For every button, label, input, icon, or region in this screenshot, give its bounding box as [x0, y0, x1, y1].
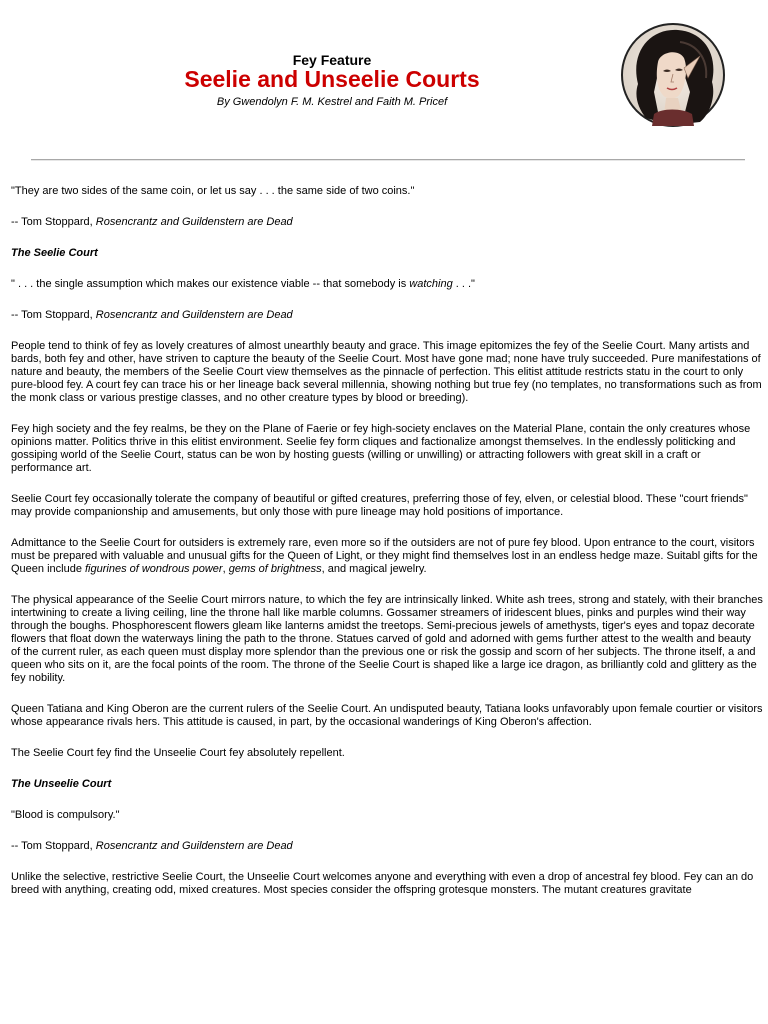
unseelie-quote: "Blood is compulsory." [11, 809, 120, 821]
seelie-paragraph-2: Fey high society and the fey realms, be they on the Plane of Faerie or fey high-society enclaves on the Material Plane, contain the only creatures whose opinions matter. Politics thrive in this elitist environment. Seelie fey form cliques and factionalize amongst themselves. In the endlessly politicking and gossiping world of the Seelie Court, status can be won by hosting guests (willing or unwilling) or attracting followers with great skill in a craft or performance art. [11, 423, 751, 474]
article-byline: By Gwendolyn F. M. Kestrel and Faith M. Pricef [216, 96, 448, 108]
seelie-paragraph-3: Seelie Court fey occasionally tolerate the company of beautiful or gifted creatures, preferring those of fey, elven, or celestial blood. These "court friends" may provide companionship and amusements, but only those with pure lineage may hold positions of importance. [11, 493, 748, 518]
seelie-quote: " . . . the single assumption which makes our existence viable -- that somebody is watching . . ." [11, 278, 475, 290]
article-header [0, 0, 768, 150]
seelie-heading: The Seelie Court [11, 247, 98, 259]
seelie-attribution: -- Tom Stoppard, Rosencrantz and Guildenstern are Dead [11, 309, 293, 321]
unseelie-paragraph-1: Unlike the selective, restrictive Seelie Court, the Unseelie Court welcomes anyone and everything with even a drop of ancestral fey blood. Fey can an do breed with anything, creating odd, mixed creatures. Most species consider the offspring grotesque monsters. The mutant creatures gravitate [11, 871, 754, 896]
section-kicker: Fey Feature [292, 52, 372, 68]
seelie-attribution-title: Rosencrantz and Guildenstern are Dead [95, 309, 293, 321]
article-body [11, 185, 763, 915]
unseelie-attribution: -- Tom Stoppard, Rosencrantz and Guildenstern are Dead [11, 840, 293, 852]
intro-attribution-title: Rosencrantz and Guildenstern are Dead [95, 216, 293, 228]
fey-portrait-image [620, 22, 726, 128]
seelie-paragraph-4: Admittance to the Seelie Court for outsiders is extremely rare, even more so if the outsiders are not of pure fey blood. Upon entrance to the court, visitors must be prepared with valuable and unusual gifts for the Queen of Light, or they might find themselves lost in an endless hedge maze. Suitabl gifts for the Queen include figurines of wondrous power, gems of brightness, and magical jewelry. [11, 537, 758, 575]
seelie-paragraph-5: The physical appearance of the Seelie Court mirrors nature, to which the fey are intrinsically linked. White ash trees, strong and stately, with their branches intertwining to create a living ceiling, line the throne hall like marble columns. Gossamer streamers of iridescent blues, pinks and purples wind their way through the boughs. Phosphorescent flowers gleam like lanterns amidst the treetops. Semi-precious jewels of amethysts, tiger's eyes and topaz decorate flowers that float down the waterways lining the path to the throne. Statues carved of gold and adorned with gems further attest to the wealth and beauty of the current ruler, as each queen must display more splendor than the previous one or risk the gossip and scorn of her subjects. The throne itself, a and queen who sits on it, are the focal points of the room. The throne of the Seelie Court is shaped like a large ice dragon, as brilliantly cold and glittery as the fey nobility. [11, 594, 763, 684]
seelie-paragraph-1: People tend to think of fey as lovely creatures of almost unearthly beauty and grace. This image epitomizes the fey of the Seelie Court. Many artists and bards, both fey and other, have striven to capture the beauty of the Seelie Court. Most have gone mad; none have truly succeeded. Pure manifestations of nature and beauty, the members of the Seelie Court view themselves as the pinnacle of perfection. This elitist attitude restricts statu in the court to only pure-blood fey. A court fey can trace his or her lineage back several millennia, showing nothing but true fey (no templates, no transformations such as from the monk class or various prestige classes, and no other creature types by blood or breeding). [11, 340, 762, 404]
seelie-paragraph-7: The Seelie Court fey find the Unseelie Court fey absolutely repellent. [11, 747, 345, 759]
unseelie-attribution-title: Rosencrantz and Guildenstern are Dead [95, 840, 293, 852]
header-divider [31, 159, 745, 161]
article-title: Seelie and Unseelie Courts [184, 66, 480, 92]
unseelie-heading: The Unseelie Court [11, 778, 112, 790]
intro-attribution: -- Tom Stoppard, Rosencrantz and Guildenstern are Dead [11, 216, 293, 228]
intro-quote: "They are two sides of the same coin, or let us say . . . the same side of two coins." [11, 185, 415, 197]
seelie-paragraph-6: Queen Tatiana and King Oberon are the current rulers of the Seelie Court. An undisputed beauty, Tatiana looks unfavorably upon female courtier or visitors whose appearance rivals hers. This attitude is caused, in part, by the occasional wanderings of King Oberon's affection. [11, 703, 763, 728]
